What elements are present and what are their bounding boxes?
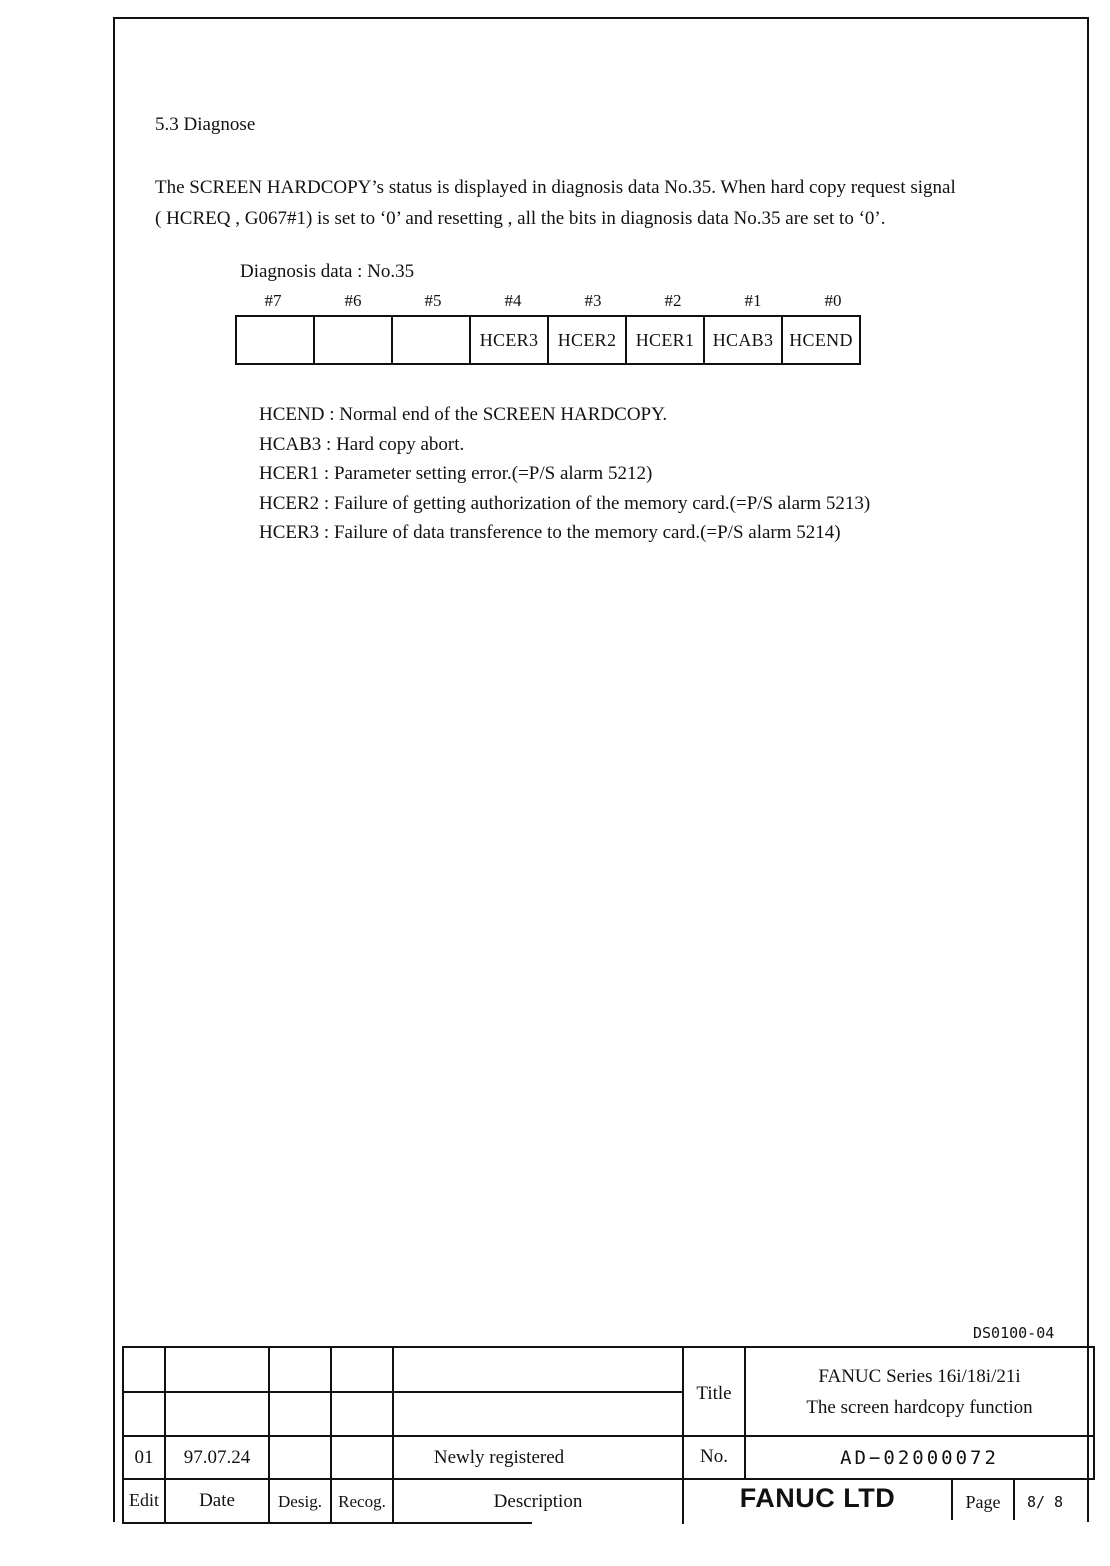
- no-label: No.: [700, 1446, 728, 1467]
- bit-label: #6: [344, 291, 362, 310]
- company-logo: FANUC LTD: [739, 1483, 896, 1513]
- bit-label: #5: [424, 291, 442, 310]
- divider: [122, 1478, 682, 1480]
- definition-item: HCEND : Normal end of the SCREEN HARDCOPY.: [259, 404, 668, 425]
- bit-label: #2: [664, 291, 682, 310]
- bit-cell: HCER2: [548, 316, 626, 364]
- bit-label: #1: [744, 291, 762, 310]
- bit-label: #7: [264, 291, 282, 310]
- title-line-2: The screen hardcopy function: [806, 1397, 1033, 1418]
- bit-cell: HCER3: [470, 316, 548, 364]
- header-date: Date: [199, 1490, 235, 1511]
- bit-cell: HCAB3: [704, 316, 782, 364]
- definition-item: HCER3 : Failure of data transference to the memory card.(=P/S alarm 5214): [259, 522, 841, 543]
- page-frame: [113, 17, 1089, 1522]
- definition-item: HCER1 : Parameter setting error.(=P/S alarm 5212): [259, 463, 653, 484]
- bit-cell: [236, 316, 314, 364]
- bit-label: #4: [504, 291, 522, 310]
- title-line-1: FANUC Series 16i/18i/21i: [818, 1366, 1021, 1387]
- bit-definitions: [259, 400, 870, 548]
- bit-label: #0: [824, 291, 842, 310]
- page-label: Page: [965, 1492, 1001, 1512]
- bit-cell: HCEND: [782, 316, 860, 364]
- divider: [1093, 1346, 1095, 1480]
- bit-cell: [392, 316, 470, 364]
- divider: [122, 1391, 682, 1393]
- title-block: [122, 1346, 1095, 1521]
- title-label: Title: [696, 1383, 732, 1404]
- table-row: [236, 316, 860, 364]
- header-edit: Edit: [129, 1490, 159, 1510]
- document-number: AD−02000072: [840, 1447, 999, 1469]
- paragraph-line-2: ( HCREQ , G067#1) is set to ‘0’ and resetting , all the bits in diagnosis data No.35 are set to ‘0’.: [155, 208, 886, 229]
- diagnosis-bit-table: [235, 315, 861, 365]
- form-code: DS0100-04: [973, 1324, 1055, 1342]
- diagnosis-title: Diagnosis data : No.35: [240, 261, 415, 282]
- page-number: 8/ 8: [1026, 1493, 1064, 1511]
- edit-value: 01: [134, 1447, 154, 1468]
- definition-item: HCER2 : Failure of getting authorization of the memory card.(=P/S alarm 5213): [259, 492, 871, 514]
- definition-item: HCAB3 : Hard copy abort.: [259, 433, 465, 455]
- status-paragraph: [155, 172, 1060, 234]
- section-title: 5.3 Diagnose: [155, 114, 256, 135]
- bit-label: #3: [584, 291, 602, 310]
- description-value: Newly registered: [433, 1447, 565, 1468]
- header-description: Description: [493, 1491, 583, 1512]
- divider: [682, 1478, 1095, 1480]
- bit-cell: HCER1: [626, 316, 704, 364]
- date-value: 97.07.24: [183, 1447, 251, 1468]
- divider: [122, 1522, 532, 1524]
- bit-cell: [314, 316, 392, 364]
- paragraph-line-1: The SCREEN HARDCOPY’s status is displayed in diagnosis data No.35. When hard copy request signal: [155, 177, 956, 198]
- header-recog: Recog.: [338, 1492, 386, 1511]
- header-desig: Desig.: [278, 1492, 322, 1511]
